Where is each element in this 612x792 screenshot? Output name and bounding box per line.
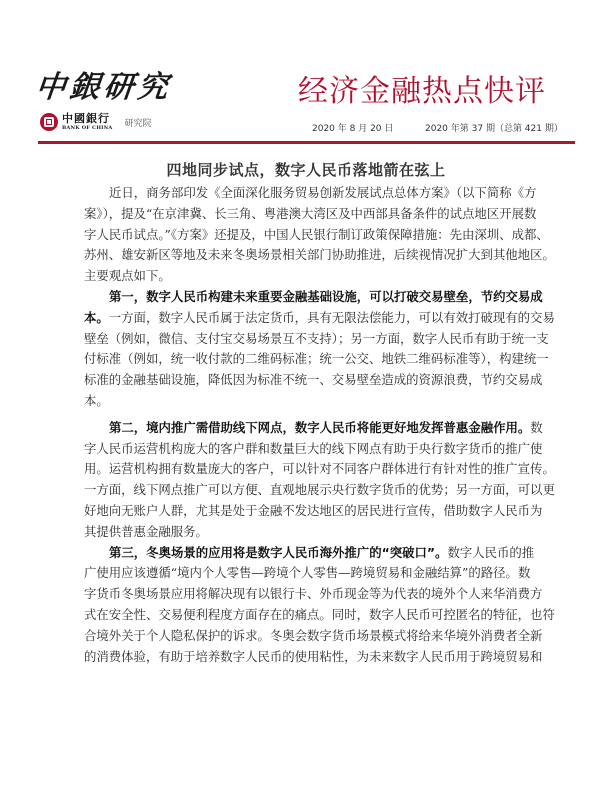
text-line: 好地向无账户人群，尤其是处于金融不发达地区的居民进行宣传，借助数字人民币为	[84, 502, 543, 518]
text-line: 广使用应该遵循“境内个人零售—跨境个人零售—跨境贸易和金融结算”的路径。数	[84, 565, 531, 581]
text-line: 其提供普惠金融服务。	[84, 523, 208, 539]
text-line: 式在安全性、交易便利程度方面存在的痛点。同时，数字人民币可控匿名的特征，也符	[84, 606, 555, 622]
point-heading: 第一，数字人民币构建未来重要金融基础设施，可以打破交易壁垒，节约交易成	[109, 288, 543, 304]
paragraph-point-three	[84, 543, 555, 668]
bank-of-china-emblem-icon	[40, 113, 58, 131]
text-span: 数字人民币的推	[447, 544, 535, 560]
text-line	[84, 418, 543, 439]
text-line: 一方面，线下网点推广可以方便、直观地展示央行数字货币的优势；另一方面，可以更	[84, 482, 555, 498]
text-span: 数	[530, 419, 543, 435]
text-line: 案》），提及“在京津冀、长三角、粤港澳大湾区及中西部具备条件的试点地区开展数	[84, 205, 537, 221]
brand-calligraphy: 中銀研究	[33, 70, 174, 105]
report-series-title: 经济金融热点快评	[298, 74, 546, 109]
boc-logo	[40, 113, 152, 131]
text-line: 字人民币运营机构庞大的客户群和数量巨大的线下网点有助于央行数字货币的推广使	[84, 440, 543, 456]
text-line: 的消费体验，有助于培养数字人民币的使用粘性，为未来数字人民币用于跨境贸易和	[84, 648, 543, 664]
point-heading: 第二，境内推广需借助线下网点，数字人民币将能更好地发挥普惠金融作用。	[109, 419, 531, 435]
text-line: 字人民币试点。”《方案》还提及，中国人民银行制订政策保障措施：先由深圳、成都、	[84, 226, 549, 242]
boc-wordmark	[62, 113, 113, 131]
paragraph-point-two	[84, 418, 555, 543]
issue-number: 2020 年第 37 期（总第 421 期）	[425, 124, 563, 134]
paragraph-intro	[84, 183, 555, 287]
text-line	[84, 543, 534, 564]
text-line: 标准的金融基础设施，降低因为标准不统一、交易壁垒造成的资源浪费，节约交易成	[84, 372, 543, 388]
text-span: 一方面，数字人民币属于法定货币，具有无限法偿能力，可以有效打破现有的交易	[108, 309, 555, 325]
logo-chinese-name: 中國銀行	[62, 112, 110, 125]
header-rule	[38, 141, 575, 144]
publish-date: 2020 年 8 月 20 日	[312, 124, 394, 134]
text-line	[84, 287, 543, 308]
text-line: 合境外关于个人隐私保护的诉求。冬奥会数字货币场景模式将给来华境外消费者全新	[84, 627, 543, 643]
text-line: 字货币冬奥场景应用将解决现有以银行卡、外币现金等为代表的境外个人来华消费方	[84, 586, 543, 602]
text-line: 本。	[84, 392, 109, 408]
point-heading: 第三，冬奥场景的应用将是数字人民币海外推广的“突破口”。	[109, 544, 448, 560]
text-line: 苏州、雄安新区等地及未来冬奥场景相关部门协助推进，后续视情况扩大到其他地区。	[84, 247, 555, 263]
article-title: 四地同步试点，数字人民币落地箭在弦上	[166, 161, 446, 179]
text-line: 主要观点如下。	[84, 268, 171, 284]
article-body	[84, 183, 555, 667]
paragraph-point-one	[84, 287, 555, 412]
text-line	[84, 308, 555, 329]
text-line: 用。运营机构拥有数量庞大的客户，可以针对不同客户群体进行有针对性的推广宣传。	[84, 461, 555, 477]
logo-english-name: BANK OF CHINA	[62, 125, 113, 131]
text-line: 付标准（例如，统一收付款的二维码标准；统一公交、地铁二维码标准等），构建统一	[84, 351, 549, 367]
text-line: 壁垒（例如，微信、支付宝交易场景互不支持）；另一方面，数字人民币有助于统一支	[84, 330, 549, 346]
institute-label: 研究院	[124, 118, 152, 129]
point-heading-tail: 本。	[84, 309, 109, 325]
text-line: 近日，商务部印发《全面深化服务贸易创新发展试点总体方案》（以下简称《方	[109, 185, 537, 200]
